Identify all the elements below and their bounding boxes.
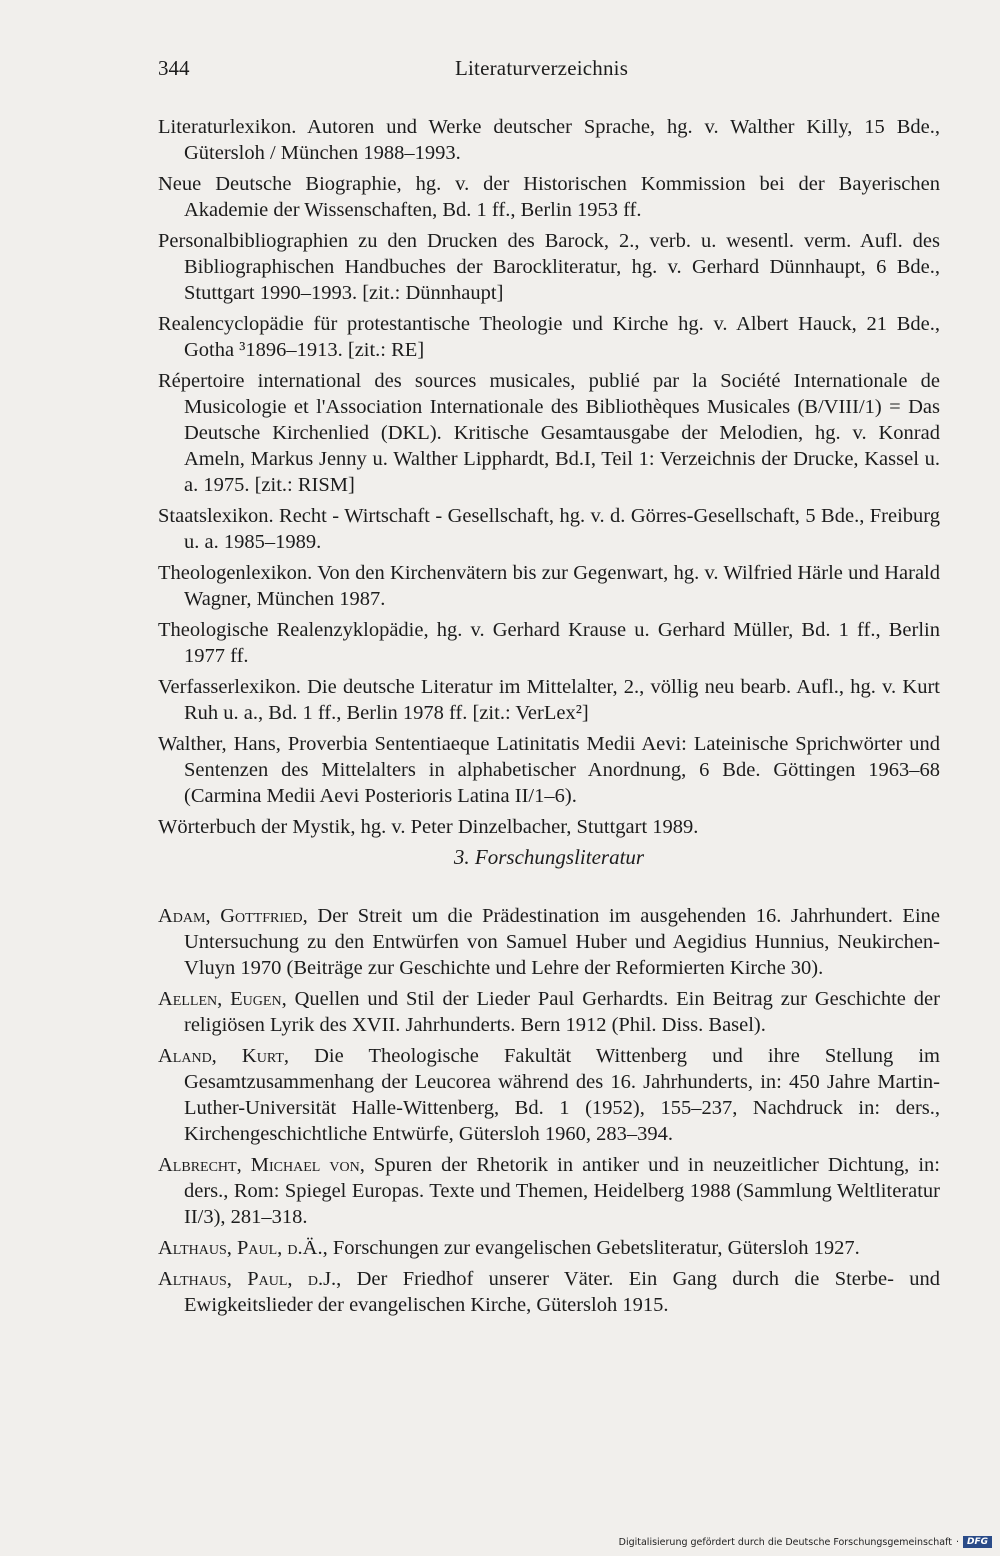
footer-credit: Digitalisierung gefördert durch die Deutsche Forschungsgemeinschaft (618, 1536, 952, 1548)
entry-author: Aland, Kurt (158, 1045, 284, 1067)
bibliography-entry: Albrecht, Michael von, Spuren der Rhetorik in antiker und in neuzeitlicher Dichtung, in: ders., Rom: Spiegel Europas. Texte und Themen, Heidelberg 1988 (Sammlung Weltliteratur II/3), 281–318. (158, 1154, 940, 1228)
bibliography-entry: Literaturlexikon. Autoren und Werke deutscher Sprache, hg. v. Walther Killy, 15 Bde., Gütersloh / München 1988–1993. (158, 116, 940, 164)
bibliography-entry: Althaus, Paul, d.Ä., Forschungen zur evangelischen Gebetsliteratur, Gütersloh 1927. (158, 1237, 860, 1259)
reference-works-list (158, 114, 940, 845)
page-header (158, 56, 938, 86)
bibliography-entry: Althaus, Paul, d.J., Der Friedhof unserer Väter. Ein Gang durch die Sterbe- und Ewigkeitslieder der evangelischen Kirche, Gütersloh 1915. (158, 1268, 940, 1316)
bibliography-entry: Walther, Hans, Proverbia Sententiaeque Latinitatis Medii Aevi: Lateinische Sprichwörter und Sentenzen des Mittelalters in alphabetischer Anordnung, 6 Bde. Göttingen 1963–68 (Carmina Medii Aevi Posterioris Latina II/1–6). (158, 733, 940, 807)
bibliography-entry: Verfasserlexikon. Die deutsche Literatur im Mittelalter, 2., völlig neu bearb. Aufl., hg. v. Kurt Ruh u. a., Bd. 1 ff., Berlin 1978 ff. [zit.: VerLex²] (158, 676, 940, 724)
entry-author: Adam, Gottfried (158, 905, 303, 927)
digitization-footer: Digitalisierung gefördert durch die Deutsche Forschungsgemeinschaft · DFG (619, 1536, 992, 1548)
entry-author: Althaus, Paul, d.Ä. (158, 1237, 323, 1259)
bibliography-entry: Personalbibliographien zu den Drucken des Barock, 2., verb. u. wesentl. verm. Aufl. des Bibliographischen Handbuches der Barockliteratur, hg. v. Gerhard Dünnhaupt, 6 Bde., Stuttgart 1990–1993. [zit.: Dünnhaupt] (158, 230, 940, 304)
bibliography-entry: Staatslexikon. Recht - Wirtschaft - Gesellschaft, hg. v. d. Görres-Gesellschaft, 5 Bde., Freiburg u. a. 1985–1989. (158, 505, 940, 553)
bibliography-entry: Realencyclopädie für protestantische Theologie und Kirche hg. v. Albert Hauck, 21 Bde., Gotha ³1896–1913. [zit.: RE] (158, 313, 940, 361)
research-literature-list (158, 903, 940, 1323)
bibliography-entry: Neue Deutsche Biographie, hg. v. der Historischen Kommission bei der Bayerischen Akademie der Wissenschaften, Bd. 1 ff., Berlin 1953 ff. (158, 173, 940, 221)
entry-author: Aellen, Eugen (158, 988, 282, 1010)
bibliography-entry: Theologische Realenzyklopädie, hg. v. Gerhard Krause u. Gerhard Müller, Bd. 1 ff., Berlin 1977 ff. (158, 619, 940, 667)
entry-author: Albrecht, Michael von (158, 1154, 360, 1176)
dfg-logo: DFG (963, 1536, 992, 1548)
bibliography-entry: Theologenlexikon. Von den Kirchenvätern bis zur Gegenwart, hg. v. Wilfried Härle und Harald Wagner, München 1987. (158, 562, 940, 610)
page-number: 344 (158, 56, 190, 80)
bibliography-entry: Adam, Gottfried, Der Streit um die Prädestination im ausgehenden 16. Jahrhundert. Eine Untersuchung zu den Entwürfen von Samuel Huber und Aegidius Hunnius, Neukirchen-Vluyn 1970 (Beiträge zur Geschichte und Lehre der Reformierten Kirche 30). (158, 905, 940, 979)
bibliography-entry: Aland, Kurt, Die Theologische Fakultät Wittenberg und ihre Stellung im Gesamtzusammenhang der Leucorea während des 16. Jahrhunderts, in: 450 Jahre Martin-Luther-Universität Halle-Wittenberg, Bd. 1 (1952), 155–237, Nachdruck in: ders., Kirchengeschichtliche Entwürfe, Gütersloh 1960, 283–394. (158, 1045, 940, 1145)
running-head: Literaturverzeichnis (455, 56, 629, 80)
bibliography-entry: Wörterbuch der Mystik, hg. v. Peter Dinzelbacher, Stuttgart 1989. (158, 816, 699, 838)
bibliography-entry: Aellen, Eugen, Quellen und Stil der Lieder Paul Gerhardts. Ein Beitrag zur Geschichte der religiösen Lyrik des XVII. Jahrhunderts. Bern 1912 (Phil. Diss. Basel). (158, 988, 940, 1036)
entry-author: Althaus, Paul, d.J. (158, 1268, 337, 1290)
bibliography-entry: Répertoire international des sources musicales, publié par la Société Internationale de Musicologie et l'Association Internationale des Bibliothèques Musicales (B/VIII/1) = Das Deutsche Kirchenlied (DKL). Kritische Gesamtausgabe der Melodien, hg. v. Konrad Ameln, Markus Jenny u. Walther Lipphardt, Bd.I, Teil 1: Verzeichnis der Drucke, Kassel u. a. 1975. [zit.: RISM] (158, 370, 940, 496)
section-heading: 3. Forschungsliteratur (453, 845, 645, 869)
